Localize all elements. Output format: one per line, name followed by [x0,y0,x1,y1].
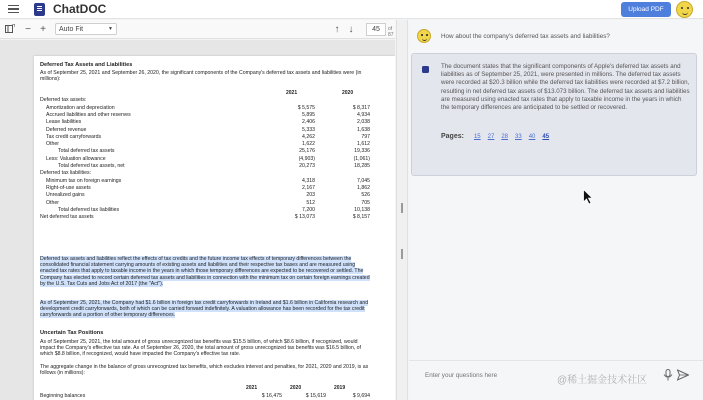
page-link[interactable]: 33 [515,133,522,140]
paragraph-aggregate-change: The aggregate change in the balance of gross unrecognized tax benefits, which excludes interest and penalties, for 2021, 2020 and 2019, is as follows (in millions): [40,364,369,377]
row-value-2020: $ 8,157 [352,214,370,221]
table-row [40,141,370,148]
row-value-2020: $ 15,619 [305,393,326,399]
table-row [40,104,370,111]
row-value-2021: 7,200 [302,206,315,213]
user-question-row [417,26,703,46]
paragraph-carryforwards: As of September 25, 2021, the Company had $1.6 billion in foreign tax credit carryforwards in Ireland and $1.6 billion in California research and development credit carryforwards, both of which can be carried forward indefinitely. A valuation allowance has been recorded for the tax credit carryforwards and a portion of other temporary differences. [40,300,369,319]
row-label: Minimum tax on foreign earnings [46,177,122,184]
year-header-2020: 2020 [342,90,354,96]
table-row [40,170,370,177]
row-value-2021: $ 5,575 [297,104,315,111]
row-value-2021: 512 [306,199,315,206]
user-question-text: How about the company's deferred tax assets and liabilities? [441,32,610,40]
row-label: Total deferred tax assets [58,148,115,155]
row-value-2021: $ 13,073 [294,214,315,221]
table-row [40,207,370,214]
year3-header-2020: 2020 [290,385,302,391]
table-row [40,155,370,162]
paragraph-deferred-tax: Deferred tax assets and liabilities reflect the effects of tax credits and the future income tax effects of temporary differences between the consolidated financial statement carrying amounts of existing assets and liabilities and their respective tax bases and are measured using enacted tax rates that apply to taxable income in the years in which those temporary differences are expected to be recovered or settled. The Company has elected to record certain deferred tax assets and liabilities in connection with the minimum tax on certain foreign earnings created by the U.S. Tax Cuts and Jobs Act of 2017 (the "Act"). [40,256,370,287]
zoom-in-icon[interactable]: + [40,23,46,35]
bot-avatar-icon [422,66,429,73]
row-value-2020: $ 8,317 [352,104,370,111]
microphone-icon[interactable] [663,369,673,381]
grip-handle[interactable] [401,249,403,259]
row-value-2020: 10,138 [354,206,370,213]
row-label: Lease liabilities [46,119,82,126]
user-avatar-icon[interactable] [676,1,693,18]
panel-splitter[interactable] [396,20,408,400]
row-label: Accrued liabilities and other reserves [46,111,131,118]
row-value-2020: 7,045 [357,177,370,184]
row-label: Other [46,199,59,206]
row-value-2021: 5,333 [302,126,315,133]
pdf-viewer[interactable] [0,40,395,400]
user-avatar-icon [417,29,431,43]
row-value-2021: 2,406 [302,119,315,126]
answer-card [411,53,697,176]
row-value-2021: 203 [306,192,315,199]
row-value-2019: $ 9,694 [352,393,370,399]
table-row [40,148,370,155]
row-value-2021: 25,176 [299,148,315,155]
menu-icon[interactable] [8,2,24,16]
row-value-2020: 4,934 [357,111,370,118]
app-title: ChatDOC [53,2,107,16]
table-row [40,119,370,126]
row-value-2020: 19,336 [354,148,370,155]
paragraph-unrecognized-benefits: As of September 25, 2021, the total amount of gross unrecognized tax benefits was $15.5 billion, of which $8.6 billion, if recognized, would impact the Company's effective tax rate. As of September 26, 2020, the total amount of gross unrecognized tax benefits was $16.5 billion, of which $8.8 billion, if recognized, would have impacted the Company's effective tax rate. [40,339,361,358]
row-label: Right-of-use assets [46,184,91,191]
row-value-2020: (1,061) [353,155,370,162]
row-value-2021: 1,622 [302,141,315,148]
row-label: Net deferred tax assets [40,214,94,221]
row-label: Beginning balances [40,393,86,399]
table-row [40,126,370,133]
page-references [441,133,549,140]
row-value-2020: 1,862 [357,184,370,191]
app-logo-icon [34,3,45,16]
table-row [40,214,370,221]
section-title-deferred-tax: Deferred Tax Assets and Liabilities [40,62,133,68]
row-value-2020: 1,612 [357,141,370,148]
table-row [40,163,370,170]
row-value-2021: 2,167 [302,184,315,191]
page-link-active[interactable]: 45 [542,133,550,140]
page-link[interactable]: 15 [473,133,481,140]
row-label: Unrealized gains [46,192,85,199]
page-number-input[interactable]: 45 [366,23,386,36]
page-link[interactable]: 28 [501,133,509,140]
row-label: Deferred tax liabilities: [40,170,92,177]
chat-input-bar [409,360,703,390]
watermark-text: @稀土掘金技术社区 [557,375,648,386]
pages-label: Pages: [441,133,464,140]
send-icon[interactable] [677,369,689,381]
row-value-2021: 5,895 [302,111,315,118]
row-label: Total deferred tax liabilities [58,206,120,213]
section-intro: As of September 25, 2021 and September 26, 2020, the significant components of the Company's deferred tax assets and liabilities were (in millions): [40,70,362,83]
chevron-down-icon: ▼ [108,26,113,32]
row-value-2020: 797 [361,133,370,140]
table-row [40,177,370,184]
row-value-2021: 20,273 [299,163,315,170]
row-label: Less: Valuation allowance [46,155,106,162]
page-total: of 87 [388,26,394,38]
table-row [40,134,370,141]
row-value-2021: $ 16,475 [261,393,282,399]
row-label: Other [46,141,59,148]
year3-header-2019: 2019 [334,385,346,391]
table-row [40,393,370,399]
row-value-2020: 1,638 [357,126,370,133]
pdf-page [34,56,395,400]
row-label: Total deferred tax assets, net [58,163,125,170]
row-label: Deferred tax assets: [40,97,87,104]
page-link[interactable]: 40 [528,133,536,140]
upload-pdf-button[interactable]: Upload PDF [621,2,671,17]
page-link[interactable]: 27 [487,133,495,140]
chat-panel [409,20,703,400]
year-header-2021: 2021 [286,90,298,96]
top-bar [0,0,703,19]
row-value-2021: 4,318 [302,177,315,184]
zoom-out-icon[interactable]: − [25,23,31,35]
answer-text: The document states that the significant components of Apple's deferred tax assets and liabilities as of September 25, 2021, were presented in millions. The deferred tax assets were recorded at $20.3 billion while the deferred tax liabilities were recorded at $7.2 billion, resulting in net deferred tax assets of $13.073 billion. The deferred tax assets and liabilities are measured using enacted tax rates that apply to taxable income in the years in which the temporary differences are anticipated to be settled or recovered. [441,63,690,112]
row-label: Deferred revenue [46,126,87,133]
mouse-pointer-icon [583,189,593,205]
row-value-2021: (4,903) [298,155,315,162]
table-row [40,97,370,104]
row-label: Tax credit carryforwards [46,133,102,140]
arrow-up-icon[interactable]: ↑ [334,23,340,35]
zoom-value: Auto Fit [59,25,84,33]
table-row [40,199,370,206]
zoom-select[interactable] [55,23,117,35]
section-title-uncertain-tax: Uncertain Tax Positions [40,330,104,336]
row-value-2020: 705 [361,199,370,206]
row-value-2021: 4,262 [302,133,315,140]
row-value-2020: 18,285 [354,163,370,170]
year3-header-2021: 2021 [246,385,258,391]
arrow-down-icon[interactable]: ↓ [348,23,354,35]
table-row [40,112,370,119]
grip-handle[interactable] [401,203,403,213]
pdf-toolbar [0,20,395,39]
row-value-2020: 2,038 [357,119,370,126]
table-row [40,192,370,199]
row-label: Amortization and depreciation [46,104,115,111]
sidebar-toggle-icon[interactable] [4,23,16,35]
table-row [40,185,370,192]
row-value-2020: 526 [361,192,370,199]
